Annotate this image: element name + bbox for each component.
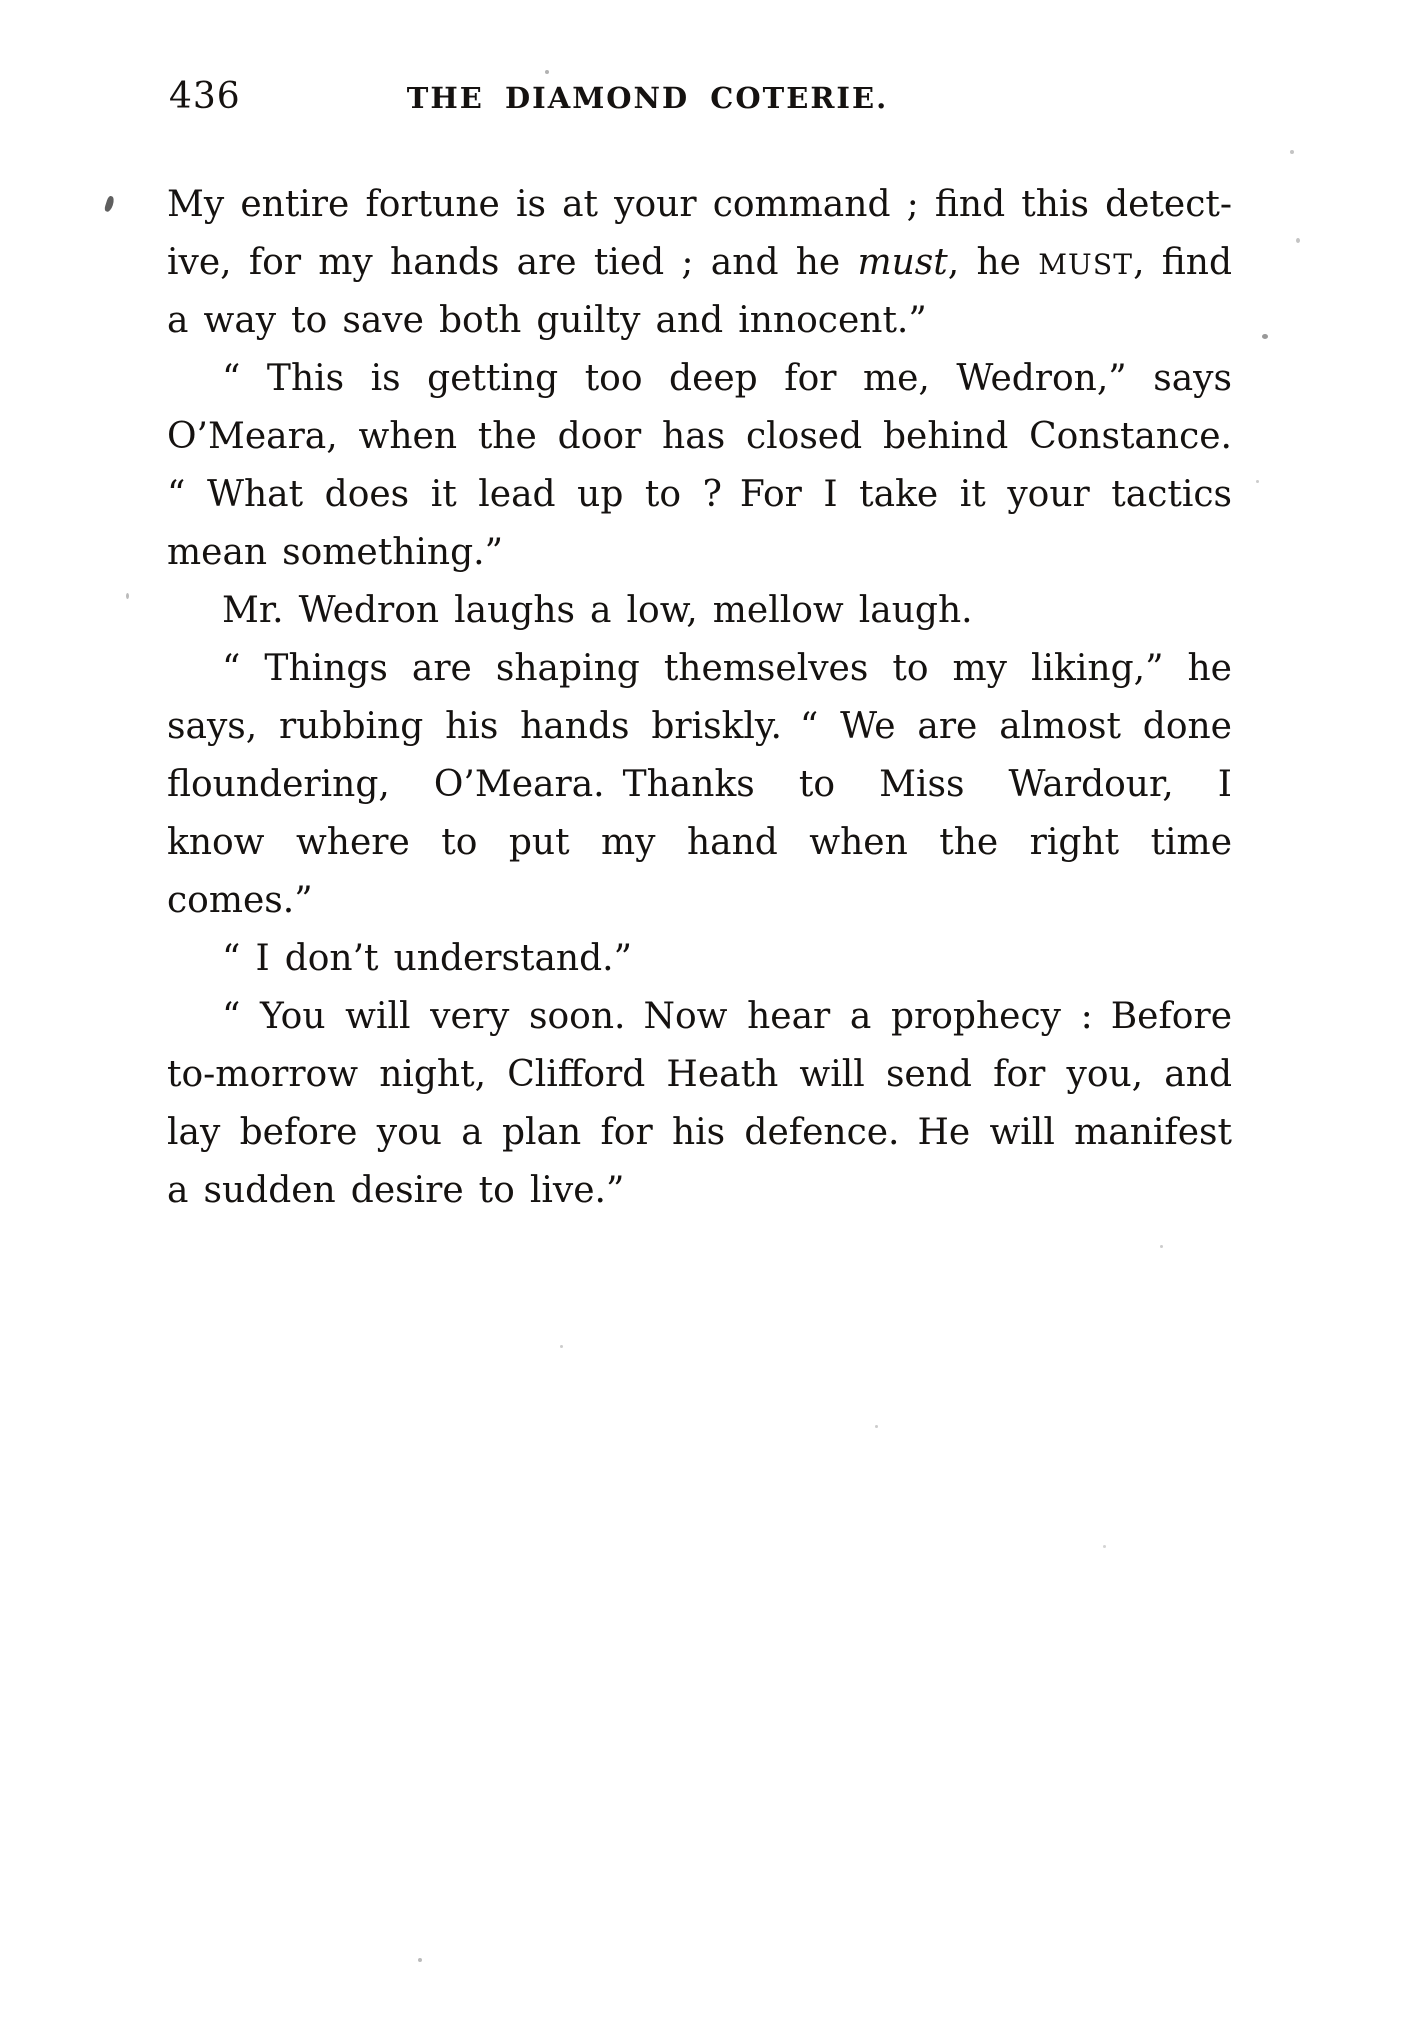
- text-line: [167, 466, 1232, 524]
- scan-speck: [1103, 1545, 1106, 1548]
- body-text: “ You will very soon. Now hear a prophecy : Before: [222, 996, 1232, 1037]
- body-text: ive, for my hands are tied ; and he: [167, 242, 858, 283]
- scan-speck: [104, 195, 116, 212]
- body-text: Mr. Wedron laughs a low, mellow laugh.: [222, 590, 973, 631]
- body-text: to-morrow night, Clifford Heath will send for you, and: [167, 1054, 1232, 1095]
- text-line: [167, 1046, 1232, 1104]
- page-header: [167, 76, 1232, 120]
- text-column: [167, 76, 1232, 1220]
- text-line: [167, 1104, 1232, 1162]
- text-line: [167, 582, 1232, 640]
- scan-speck: [545, 70, 549, 74]
- text-line: [167, 988, 1232, 1046]
- text-line: [167, 176, 1232, 234]
- text-line: [167, 350, 1232, 408]
- text-line: [167, 698, 1232, 756]
- text-line: [167, 524, 1232, 582]
- page-body: [167, 176, 1232, 1220]
- body-text: , he: [947, 242, 1039, 283]
- scan-speck: [1296, 238, 1300, 243]
- text-line: [167, 292, 1232, 350]
- body-text: comes.”: [167, 880, 313, 921]
- page-number: 436: [169, 76, 241, 117]
- text-line: [167, 408, 1232, 466]
- body-text: O’Meara, when the door has closed behind Constance.: [167, 416, 1232, 457]
- scan-speck: [1256, 480, 1259, 483]
- text-line: [167, 234, 1232, 292]
- body-text: says, rubbing his hands briskly. “ We are almost done: [167, 706, 1232, 747]
- text-line: [167, 640, 1232, 698]
- italic-text: must: [857, 242, 948, 283]
- scan-speck: [560, 1345, 563, 1348]
- body-text: “ I don’t understand.”: [222, 938, 632, 979]
- scan-speck: [1160, 1245, 1163, 1248]
- running-title: THE DIAMOND COTERIE.: [406, 81, 889, 115]
- body-text: “ What does it lead up to ? For I take it your tactics: [167, 474, 1232, 515]
- body-text: mean something.”: [167, 532, 503, 573]
- text-line: [167, 756, 1232, 814]
- scan-speck: [126, 593, 129, 599]
- body-text: , find: [1133, 242, 1232, 283]
- body-text: “ Things are shaping themselves to my liking,” he: [222, 648, 1232, 689]
- scan-speck: [418, 1958, 422, 1962]
- text-line: [167, 814, 1232, 872]
- scan-speck: [1262, 334, 1268, 339]
- body-text: a way to save both guilty and innocent.”: [167, 300, 927, 341]
- body-text: know where to put my hand when the right time: [167, 822, 1232, 863]
- text-line: [167, 872, 1232, 930]
- text-line: [167, 930, 1232, 988]
- small-caps-text: MUST: [1038, 248, 1134, 281]
- body-text: “ This is getting too deep for me, Wedron,” says: [222, 358, 1232, 399]
- body-text: floundering, O’Meara. Thanks to Miss Wardour, I: [167, 764, 1232, 805]
- body-text: lay before you a plan for his defence. He will manifest: [167, 1112, 1232, 1153]
- body-text: My entire fortune is at your command ; find this detect-: [167, 184, 1232, 225]
- scan-speck: [1290, 150, 1294, 154]
- scan-speck: [875, 1425, 878, 1428]
- text-line: [167, 1162, 1232, 1220]
- body-text: a sudden desire to live.”: [167, 1170, 625, 1211]
